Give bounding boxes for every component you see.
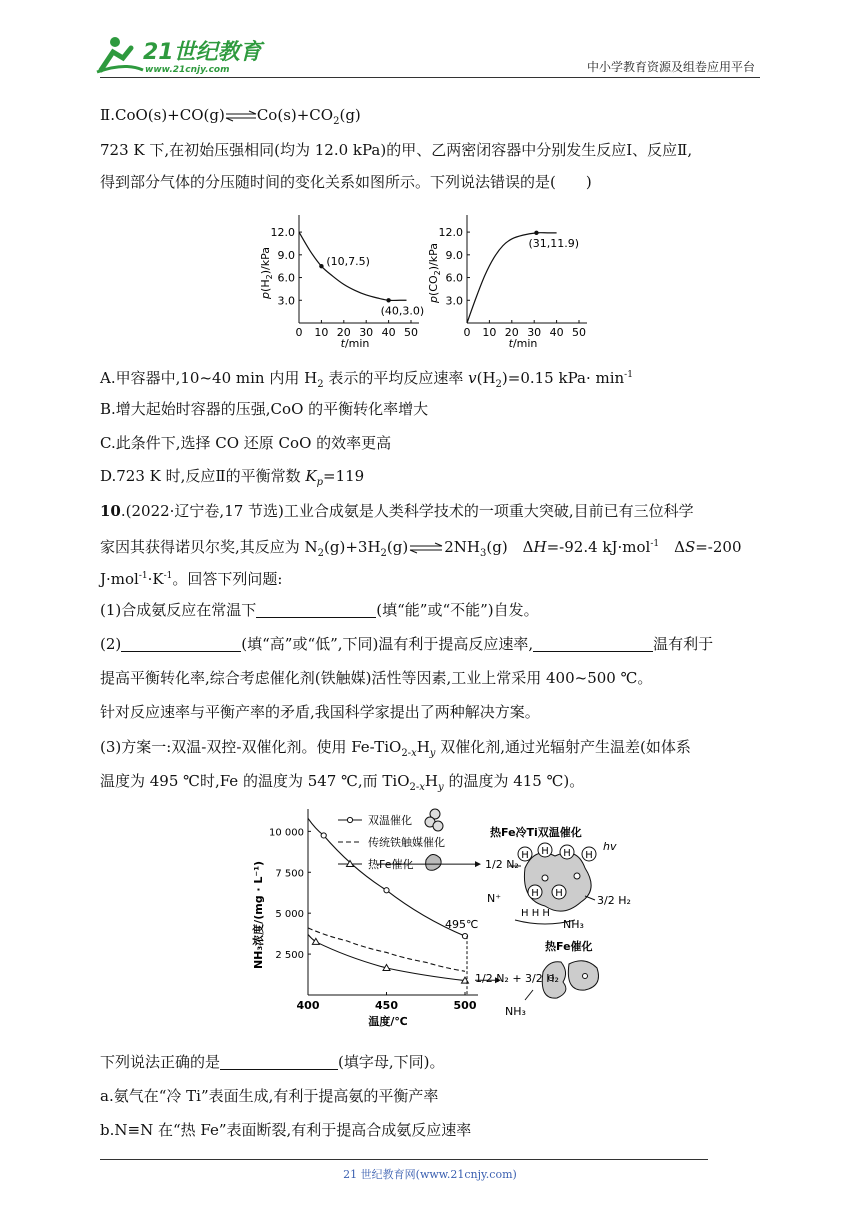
x-tick-label: 0 (463, 326, 471, 339)
partial-pressure-charts (255, 207, 595, 357)
data-point (534, 231, 538, 235)
h-atom-label: H (563, 848, 571, 859)
hv-label: hv (603, 840, 617, 853)
x-tick-label: 50 (572, 326, 586, 339)
q10-part3-line2: 温度为 495 ℃时,Fe 的温度为 547 ℃,而 $TiO_{2-x}H_y$ 的温度为 415 ℃)。 (100, 772, 585, 793)
q9-option-b: B.增大起始时容器的压强,CoO 的平衡转化率增大 (100, 400, 429, 418)
x-tick-label: 400 (296, 999, 320, 1012)
x-axis-label: 温度/℃ (368, 1015, 408, 1028)
x-tick-label: 0 (295, 326, 303, 339)
y-tick-label: 6.0 (445, 271, 463, 285)
h-atom-label: H (521, 850, 529, 861)
answer-blank-4[interactable] (220, 1053, 338, 1070)
logo-url: www.21cnjy.com (145, 65, 230, 75)
y-tick-label: 3.0 (445, 294, 463, 308)
y-tick-label: 9.0 (277, 248, 295, 262)
point-label: (10,7.5) (326, 255, 370, 269)
catalyst-center (574, 873, 580, 879)
header-divider (100, 77, 760, 78)
y-tick-label: 3.0 (277, 294, 295, 308)
data-point (319, 264, 323, 268)
h-atom-label: H (555, 888, 563, 899)
fe-center (583, 974, 588, 979)
q10-part2-line2: 提高平衡转化率,综合考虑催化剂(铁触媒)活性等因素,工业上常采用 400~500 ℃。 (100, 669, 653, 687)
q10-part2-line3: 针对反应速率与平衡产率的矛盾,我国科学家提出了两种解决方案。 (100, 703, 540, 721)
y-axis-label: $p(CO_2)$/kPa (427, 243, 442, 303)
series-dual-temp-marker (384, 888, 389, 893)
x-tick-label: 450 (375, 999, 398, 1012)
catalyst-center (542, 875, 548, 881)
reaction-2: Ⅱ.CoO(s)+CO(g) $Co(s)+CO_2(g)$ (100, 106, 361, 127)
nh3-label-bottom: NH₃ (505, 1005, 526, 1018)
n-plus-label: N⁺ (487, 892, 502, 905)
x-tick-label: 20 (504, 326, 519, 339)
legend-fe-particle (426, 854, 441, 870)
logo-main: 21世纪教育 (143, 40, 262, 65)
x-axis-label: t/min (508, 337, 538, 350)
q9-option-c: C.此条件下,选择 CO 还原 CoO 的效率更高 (100, 434, 392, 452)
q10-part1: (1)合成氨反应在常温下 (填“能”或“不能”)自发。 (100, 601, 539, 619)
q10-part3: (3)方案一:双温-双控-双催化剂。使用 $Fe-TiO_{2-x}H_y$ 双催化剂,通过光辐射产生温差(如体系 (100, 738, 691, 759)
h-row-label: H H H (521, 908, 550, 919)
catalyst-particle (524, 853, 591, 911)
bottom-eq-label: 1/2 N₂ + 3/2 H₂ (475, 972, 559, 985)
y-axis-label: NH₃浓度/(mg · L⁻¹) (252, 860, 265, 970)
y-tick-label: 5 000 (275, 909, 304, 921)
q10-option-b: b.N≡N 在“热 Fe”表面断裂,有利于提高合成氨反应速率 (100, 1121, 472, 1139)
x-tick-label: 10 (482, 326, 497, 339)
x-tick-label: 30 (527, 326, 542, 339)
y-tick-label: 6.0 (277, 271, 295, 285)
diagram-title-fe: 热Fe催化 (545, 940, 593, 953)
y-axis-label: $p(H_2)$/kPa (259, 247, 274, 299)
legend-h-atom (433, 821, 443, 831)
q9-stem-line1: 723 K 下,在初始压强相同(均为 12.0 kPa)的甲、乙两密闭容器中分别发生反应Ⅰ、反应Ⅱ, (100, 141, 693, 159)
answer-blank-3[interactable] (533, 635, 653, 652)
h-atom-label: H (541, 846, 549, 857)
series-dual-temp-marker (321, 833, 326, 838)
q10-intro-line2: 家因其获得诺贝尔奖,其反应为 $N_2(g)+3H_2(g)$ $2NH_3(g)$ ΔH=-92.4 kJ·mol$^{-1}$ ΔS=-200 (100, 538, 742, 559)
footer-text: 21 世纪教育网(www.21cnjy.com) (343, 1168, 517, 1181)
footer-divider (100, 1159, 708, 1160)
site-logo (95, 32, 265, 77)
q9-option-a: A.甲容器中,10~40 min 内用 $H_2$ 表示的平均反应速率 $v(H_2)=0.15$ $kPa\cdot \min^{-1}$ (100, 369, 633, 390)
legend-label-dual: 双温催化 (368, 814, 412, 827)
temp-annotation: 495℃ (445, 918, 479, 932)
h-atom-label: H (585, 850, 593, 861)
diagram-title-dual: 热Fe冷Ti双温催化 (490, 826, 582, 839)
q10-part4: 下列说法正确的是 (填字母,下同)。 (100, 1053, 445, 1071)
y-tick-label: 9.0 (445, 248, 463, 262)
data-point (386, 298, 390, 302)
legend-label-trad: 传统铁触媒催化 (368, 836, 445, 849)
y-tick-label: 2 500 (275, 950, 304, 962)
x-tick-label: 40 (549, 326, 564, 339)
header-platform-text: 中小学教育资源及组卷应用平台 (586, 60, 755, 74)
answer-blank-1[interactable] (256, 601, 376, 618)
x-tick-label: 20 (336, 326, 351, 339)
series-hot-fe-marker (312, 938, 319, 944)
legend-label-fe: 热Fe催化 (368, 858, 414, 871)
x-tick-label: 30 (359, 326, 374, 339)
arrow-head (475, 861, 481, 867)
q9-stem-line2: 得到部分气体的分压随时间的变化关系如图所示。下列说法错误的是( ) (100, 173, 592, 191)
h2-pressure-chart (259, 215, 424, 350)
point-label: (40,3.0) (380, 304, 425, 318)
q10-intro-line1: 10.(2022·辽宁卷,17 节选)工业合成氨是人类科学技术的一项重大突破,目前已有三位科学 (100, 502, 694, 520)
point-label: (31,11.9) (528, 236, 580, 250)
co2-pressure-chart (427, 215, 587, 350)
legend-marker-dual (347, 817, 352, 822)
q9-option-d: D.723 K 时,反应Ⅱ的平衡常数 $K_p=119$ (100, 467, 365, 488)
q10-intro-line3: $J\cdot mol^{-1}\cdot K^{-1}$。回答下列问题: (100, 570, 283, 588)
q10-part2: (2) (填“高”或“低”,下同)温有利于提高反应速率, 温有利于 (100, 635, 714, 653)
y-tick-label: 12.0 (270, 226, 295, 240)
answer-blank-2[interactable] (121, 635, 241, 652)
x-tick-label: 40 (381, 326, 396, 339)
y-tick-label: 12.0 (438, 226, 463, 240)
h-atom-label: H (531, 888, 539, 899)
three-half-h2-label: 3/2 H₂ (597, 894, 631, 907)
x-axis-label: t/min (340, 337, 370, 350)
half-n2-label: 1/2 N₂ (485, 858, 519, 871)
nh3-concentration-chart (250, 800, 631, 1050)
series-hot-fe-line (308, 934, 465, 980)
y-tick-label: 7 500 (275, 868, 304, 880)
x-tick-label: 500 (453, 999, 477, 1012)
nh3-label-top: NH₃ (563, 918, 584, 931)
x-tick-label: 50 (404, 326, 418, 339)
arrow-line (525, 990, 533, 1000)
x-tick-label: 10 (314, 326, 329, 339)
y-tick-label: 10 000 (269, 827, 304, 839)
q10-option-a: a.氨气在“冷 Ti”表面生成,有利于提高氨的平衡产率 (100, 1087, 439, 1105)
